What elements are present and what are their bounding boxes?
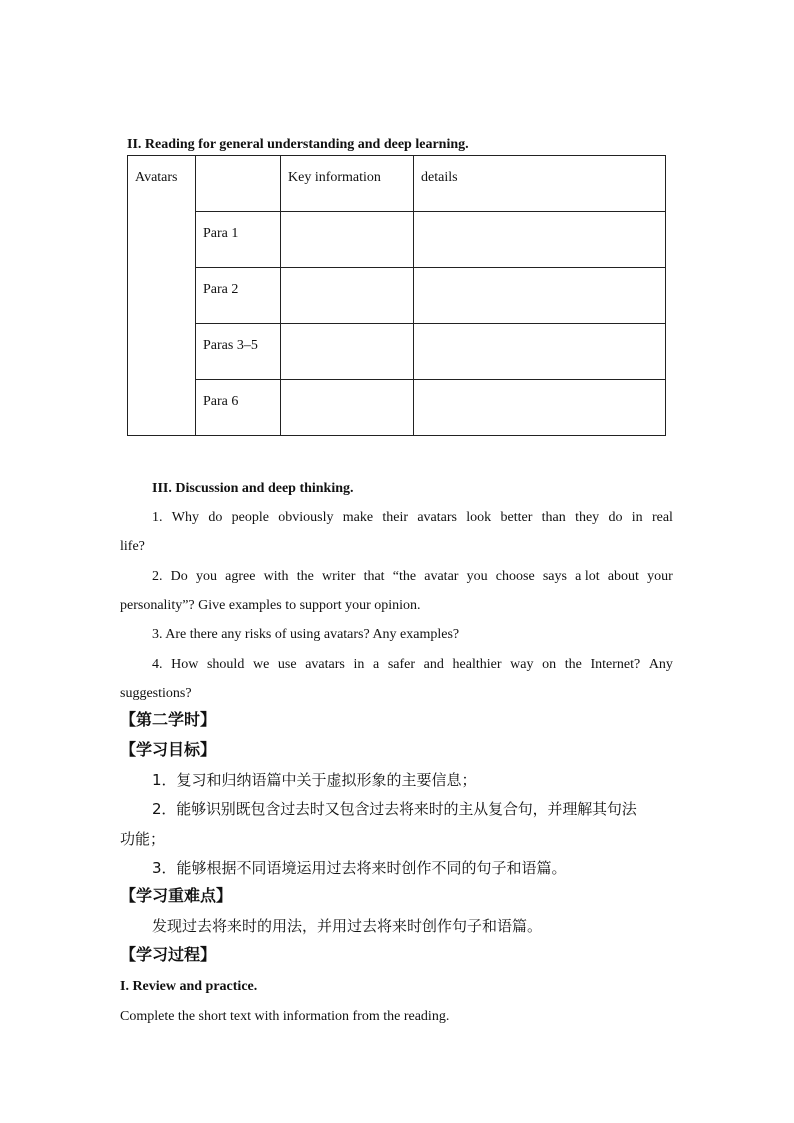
row-details-cell[interactable]	[414, 324, 666, 380]
table-row	[128, 380, 666, 436]
row-key-cell[interactable]	[281, 212, 414, 268]
row-label: Para 1	[196, 212, 281, 268]
key-points-header: 【学习重难点】	[120, 886, 233, 905]
section-2-title: II. Reading for general understanding and deep learning.	[127, 137, 469, 152]
question-4-line-1: 4. How should we use avatars in a safer and healthier way on the Internet? Any	[152, 657, 673, 672]
table-group-cell	[128, 156, 196, 436]
row-key-cell[interactable]	[281, 380, 414, 436]
row-details-cell[interactable]	[414, 212, 666, 268]
row-key-cell[interactable]	[281, 324, 414, 380]
review-title: I. Review and practice.	[120, 979, 258, 994]
question-3: 3. Are there any risks of using avatars? Any examples?	[152, 627, 460, 642]
question-1-line-1: 1. Why do people obviously make their avatars look better than they do in real	[152, 510, 673, 525]
goals-header: 【学习目标】	[120, 740, 217, 759]
key-points-text: 发现过去将来时的用法，并用过去将来时创作句子和语篇。	[152, 917, 543, 935]
goal-1: 1．复习和归纳语篇中关于虚拟形象的主要信息；	[152, 771, 477, 789]
section-3-title: III. Discussion and deep thinking.	[152, 481, 354, 496]
question-2-line-1: 2. Do you agree with the writer that “the avatar you choose says a lot about your	[152, 569, 673, 584]
question-4-line-2: suggestions?	[120, 686, 192, 701]
row-label: Paras 3–5	[196, 324, 281, 380]
row-details-cell[interactable]	[414, 268, 666, 324]
row-label: Para 2	[196, 268, 281, 324]
table-header-empty	[196, 156, 281, 212]
table-row	[128, 212, 666, 268]
goal-2-line-2: 功能；	[120, 830, 166, 848]
table-header-key-information: Key information	[281, 156, 414, 212]
review-instruction: Complete the short text with information from the reading.	[120, 1009, 450, 1024]
goal-3: 3．能够根据不同语境运用过去将来时创作不同的句子和语篇。	[152, 859, 567, 877]
table-group-label: Avatars	[135, 170, 178, 185]
row-key-cell[interactable]	[281, 268, 414, 324]
question-1-line-2: life?	[120, 539, 145, 554]
goal-2-line-1: 2．能够识别既包含过去时又包含过去将来时的主从复合句，并理解其句法	[152, 800, 637, 818]
process-header: 【学习过程】	[120, 945, 217, 964]
question-2-line-2: personality”? Give examples to support your opinion.	[120, 598, 421, 613]
period-header: 【第二学时】	[120, 710, 217, 729]
row-label: Para 6	[196, 380, 281, 436]
table-row	[128, 324, 666, 380]
reading-table	[127, 155, 666, 436]
table-row	[128, 268, 666, 324]
row-details-cell[interactable]	[414, 380, 666, 436]
table-header-details: details	[414, 156, 666, 212]
